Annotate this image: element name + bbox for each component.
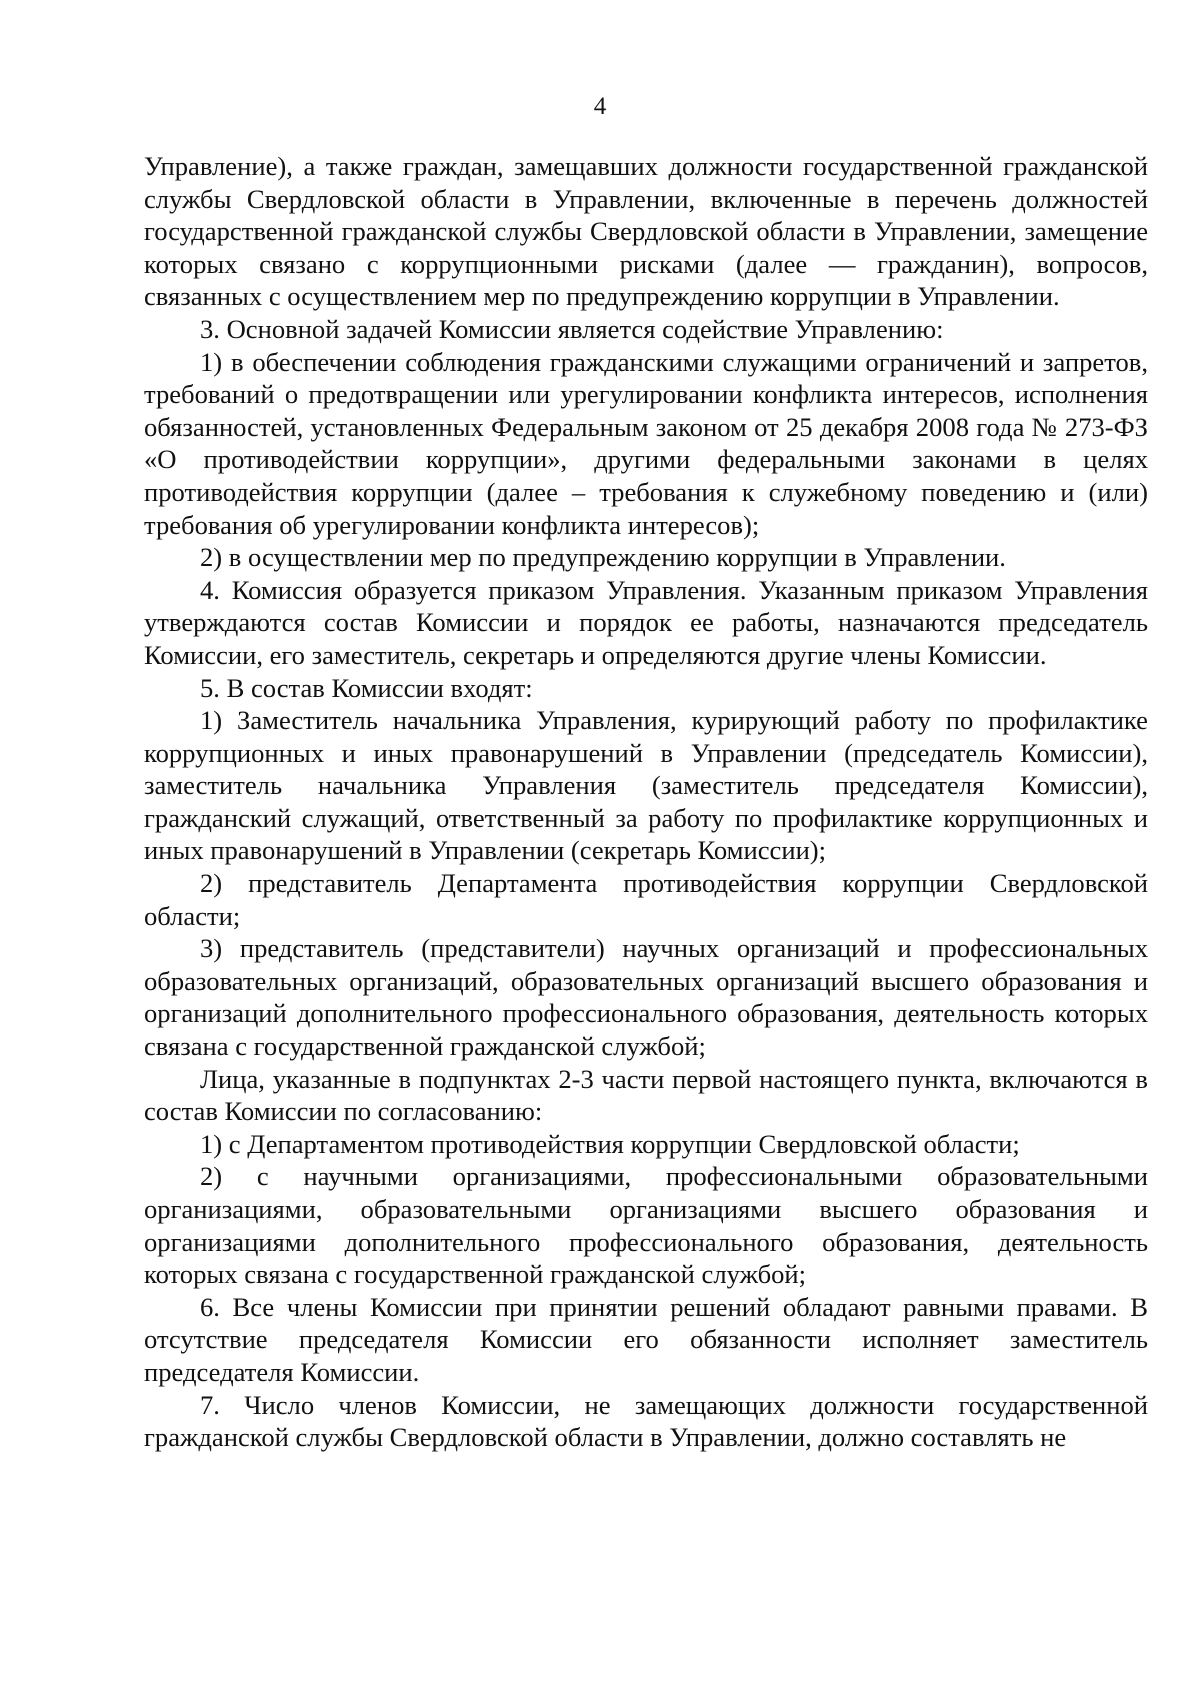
paragraph-agreement-1: 1) с Департаментом противодействия коррупции Свердловской области; bbox=[200, 1128, 1020, 1159]
paragraph-agreement-intro: Лица, указанные в подпунктах 2-3 части первой настоящего пункта, включаются в состав Комиссии по согласованию: bbox=[144, 1063, 1148, 1127]
document-body bbox=[144, 150, 1148, 1454]
paragraph-item-3: 3. Основной задачей Комиссии является содействие Управлению: bbox=[200, 313, 944, 344]
paragraph-item-3-1: 1) в обеспечении соблюдения гражданскими служащими ограничений и запретов, требований о предотвращении или урегулировании конфликта интересов, исполнения обязанностей, установленных Федеральным законом от 25 декабря 2008 года № 273-ФЗ «О противодействии коррупции», другими федеральными законами в целях противодействия коррупции (далее – требования к служебному поведению и (или) требования об урегулировании конфликта интересов); bbox=[144, 346, 1148, 540]
paragraph-continuation: Управление), а также граждан, замещавших должности государственной гражданской службы Свердловской области в Управлении, включенные в перечень должностей государственной гражданской службы Свердловской области в Управлении, замещение которых связано с коррупционными рисками (далее — гражданин), вопросов, связанных с осуществлением мер по предупреждению коррупции в Управлении. bbox=[144, 151, 1148, 312]
paragraph-item-7: 7. Число членов Комиссии, не замещающих должности государственной гражданской службы Свердловской области в Управлении, должно составлять не bbox=[144, 1389, 1148, 1453]
paragraph-item-4: 4. Комиссия образуется приказом Управления. Указанным приказом Управления утверждаются состав Комиссии и порядок ее работы, назначаются председатель Комиссии, его заместитель, секретарь и определяются другие члены Комиссии. bbox=[144, 574, 1148, 670]
page-number: 4 bbox=[593, 93, 607, 120]
paragraph-item-3-2: 2) в осуществлении мер по предупреждению коррупции в Управлении. bbox=[200, 542, 1006, 573]
paragraph-item-6: 6. Все члены Комиссии при принятии решений обладают равными правами. В отсутствие председателя Комиссии его обязанности исполняет заместитель председателя Комиссии. bbox=[144, 1291, 1148, 1387]
paragraph-item-5-3: 3) представитель (представители) научных организаций и профессиональных образовательных организаций, образовательных организаций высшего образования и организаций дополнительного профессионального образования, деятельность которых связана с государственной гражданской службой; bbox=[144, 933, 1148, 1062]
paragraph-item-5-2: 2) представитель Департамента противодействия коррупции Свердловской области; bbox=[144, 868, 1148, 931]
paragraph-item-5: 5. В состав Комиссии входят: bbox=[200, 672, 533, 703]
paragraph-agreement-2: 2) с научными организациями, профессиональными образовательными организациями, образовательными организациями высшего образования и организациями дополнительного профессионального образования, деятельность которых связана с государственной гражданской службой; bbox=[144, 1161, 1148, 1290]
paragraph-item-5-1: 1) Заместитель начальника Управления, курирующий работу по профилактике коррупционных и иных правонарушений в Управлении (председатель Комиссии), заместитель начальника Управления (заместитель председателя Комиссии), гражданский служащий, ответственный за работу по профилактике коррупционных и иных правонарушений в Управлении (секретарь Комиссии); bbox=[144, 705, 1148, 866]
